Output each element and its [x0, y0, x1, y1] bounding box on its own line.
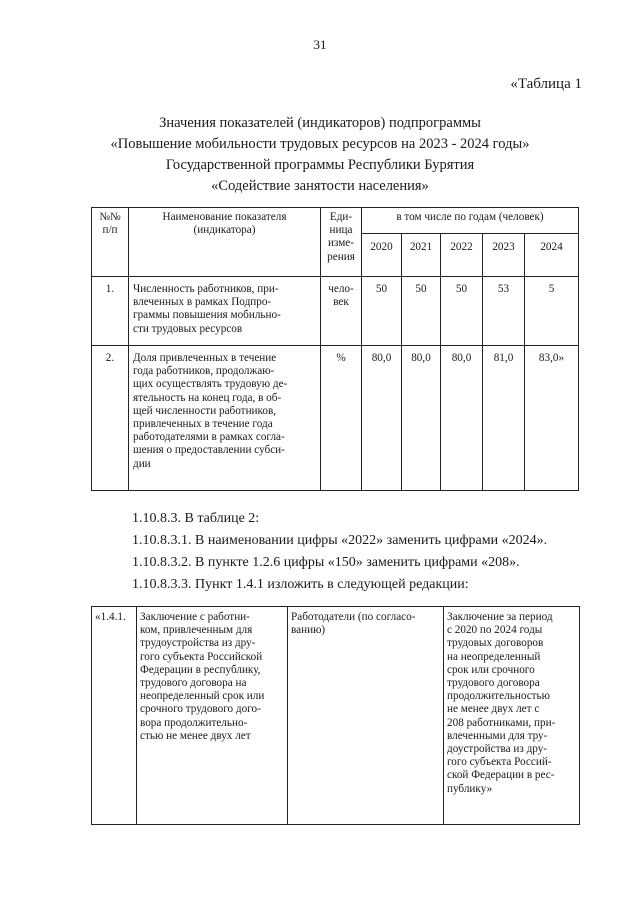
header-name: Наименование показателя (индикатора) [129, 208, 321, 277]
amendment-paragraph: 1.10.8.3.1. В наименовании цифры «2022» заменить цифрами «2024». [132, 533, 548, 548]
row-num: 2. [92, 346, 129, 491]
table-row [92, 607, 580, 825]
measure-num: «1.4.1. [92, 607, 137, 825]
table-header-row [92, 208, 579, 234]
table-label: «Таблица 1 [510, 76, 582, 92]
measure-description: Заключение с работни- ком, привлеченным для трудоустройства из дру- гого субъекта Российской Федерации в республику, трудового договора на неопределенный срок или срочного трудового дого- вора продолжительно- стью не менее двух лет [137, 607, 288, 825]
row-value: 80,0 [441, 346, 483, 491]
header-num: №№ п/п [92, 208, 129, 277]
header-years-group: в том числе по годам (человек) [362, 208, 579, 234]
row-num: 1. [92, 277, 129, 346]
row-value: 81,0 [483, 346, 525, 491]
title-line: Значения показателей (индикаторов) подпрограммы [159, 115, 481, 131]
header-unit: Еди- ница изме- рения [321, 208, 362, 277]
header-year: 2021 [402, 234, 441, 277]
row-value: 50 [362, 277, 402, 346]
page-number: 31 [313, 37, 327, 52]
table-row [92, 346, 579, 491]
row-value: 80,0 [362, 346, 402, 491]
document-title [0, 113, 640, 197]
measures-table [91, 606, 580, 825]
row-unit: чело- век [321, 277, 362, 346]
amendment-paragraph: 1.10.8.3.3. Пункт 1.4.1 изложить в следующей редакции: [132, 577, 469, 592]
row-value: 50 [441, 277, 483, 346]
amendment-paragraph: 1.10.8.3. В таблице 2: [132, 511, 260, 526]
header-year: 2020 [362, 234, 402, 277]
amendment-paragraph: 1.10.8.3.2. В пункте 1.2.6 цифры «150» заменить цифрами «208». [132, 555, 520, 570]
row-unit: % [321, 346, 362, 491]
indicators-table [91, 207, 579, 491]
title-line: Государственной программы Республики Бурятия [165, 157, 475, 173]
table-row [92, 277, 579, 346]
row-value: 53 [483, 277, 525, 346]
row-indicator-name: Численность работников, при- влеченных в рамках Подпро- граммы повышения мобильно- сти трудовых ресурсов [129, 277, 321, 346]
row-value: 5 [525, 277, 579, 346]
header-year: 2022 [441, 234, 483, 277]
row-indicator-name: Доля привлеченных в течение года работников, продолжаю- щих осуществлять трудовую де- ятельность на конец года, в об- щей численности работников, привлеченных в течение года работодателями в рамках согла- шения о предоставлении субси- дии [129, 346, 321, 491]
measure-executor: Работодатели (по согласо- ванию) [288, 607, 444, 825]
title-line: «Содействие занятости населения» [211, 178, 429, 194]
header-year: 2024 [525, 234, 579, 277]
title-line: «Повышение мобильности трудовых ресурсов на 2023 - 2024 годы» [110, 136, 530, 152]
row-value: 50 [402, 277, 441, 346]
header-year: 2023 [483, 234, 525, 277]
measure-result: Заключение за период с 2020 по 2024 годы трудовых договоров на неопределенный срок или срочного трудового договора продолжительностью не менее двух лет с 208 работниками, при- влеченными для тру- доустройства из дру- гого субъекта Россий- ской Федерации в рес- публику» [444, 607, 580, 825]
row-value: 80,0 [402, 346, 441, 491]
row-value: 83,0» [525, 346, 579, 491]
